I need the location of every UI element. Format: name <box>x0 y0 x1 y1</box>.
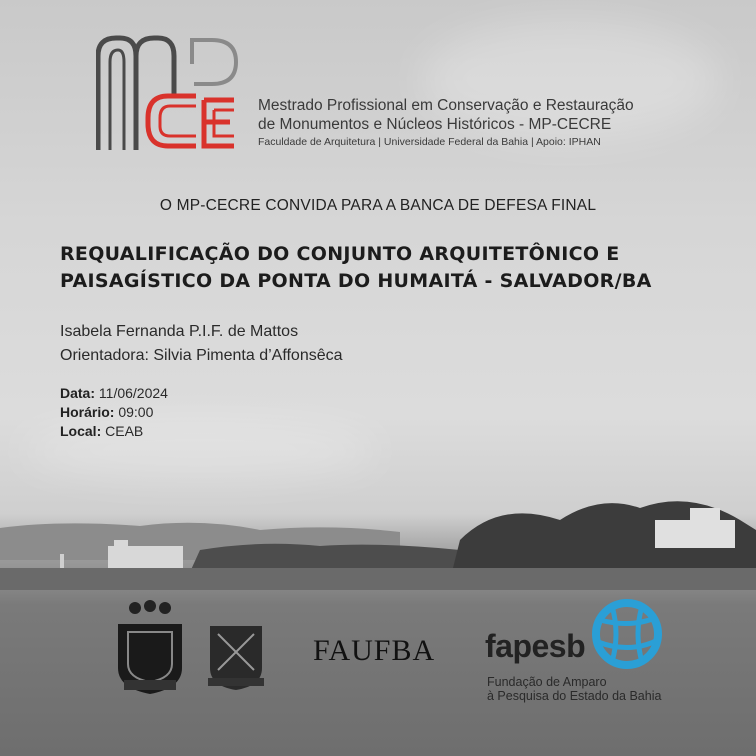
time-value: 09:00 <box>118 404 154 420</box>
fapesb-logo: fapesb <box>485 628 586 664</box>
invitation-text: O MP-CECRE CONVIDA PARA A BANCA DE DEFESA FINAL <box>159 197 597 214</box>
ufba-crest-icon <box>118 600 182 694</box>
author-name: Isabela Fernanda P.I.F. de Mattos <box>60 323 299 340</box>
event-details <box>60 384 168 441</box>
title-line-1: REQUALIFICAÇÃO DO CONJUNTO ARQUITETÔNICO E <box>60 243 620 265</box>
institution-name <box>258 96 634 149</box>
fapesb-ball-icon <box>596 603 658 665</box>
date-label: Data: <box>60 385 96 401</box>
institution-line-1: Mestrado Profissional em Conservação e Restauração <box>258 97 634 114</box>
faufba-logo: FAUFBA <box>313 634 436 667</box>
fapesb-subtitle <box>487 675 661 703</box>
date-value: 11/06/2024 <box>98 385 168 401</box>
mp-cecre-logo <box>96 34 238 152</box>
place-label: Local: <box>60 423 102 439</box>
institution-line-3: Faculdade de Arquitetura | Universidade Federal da Bahia | Apoio: IPHAN <box>258 136 601 148</box>
place-value: CEAB <box>105 423 144 439</box>
place-row <box>60 422 168 441</box>
title-line-2: PAISAGÍSTICO DA PONTA DO HUMAITÁ - SALVADOR/BA <box>60 270 652 292</box>
time-label: Horário: <box>60 404 115 420</box>
faculty-crest-icon <box>208 626 264 690</box>
institution-line-2: de Monumentos e Núcleos Históricos - MP-CECRE <box>258 116 612 133</box>
fapesb-subtitle-line-2: à Pesquisa do Estado da Bahia <box>487 689 662 703</box>
date-row <box>60 384 168 403</box>
advisor-name: Orientadora: Silvia Pimenta d’Affonsêca <box>60 347 343 364</box>
coastline-photo <box>0 480 756 590</box>
thesis-title <box>60 241 700 295</box>
author-block <box>60 320 343 368</box>
fapesb-subtitle-line-1: Fundação de Amparo <box>487 675 607 689</box>
time-row <box>60 403 168 422</box>
